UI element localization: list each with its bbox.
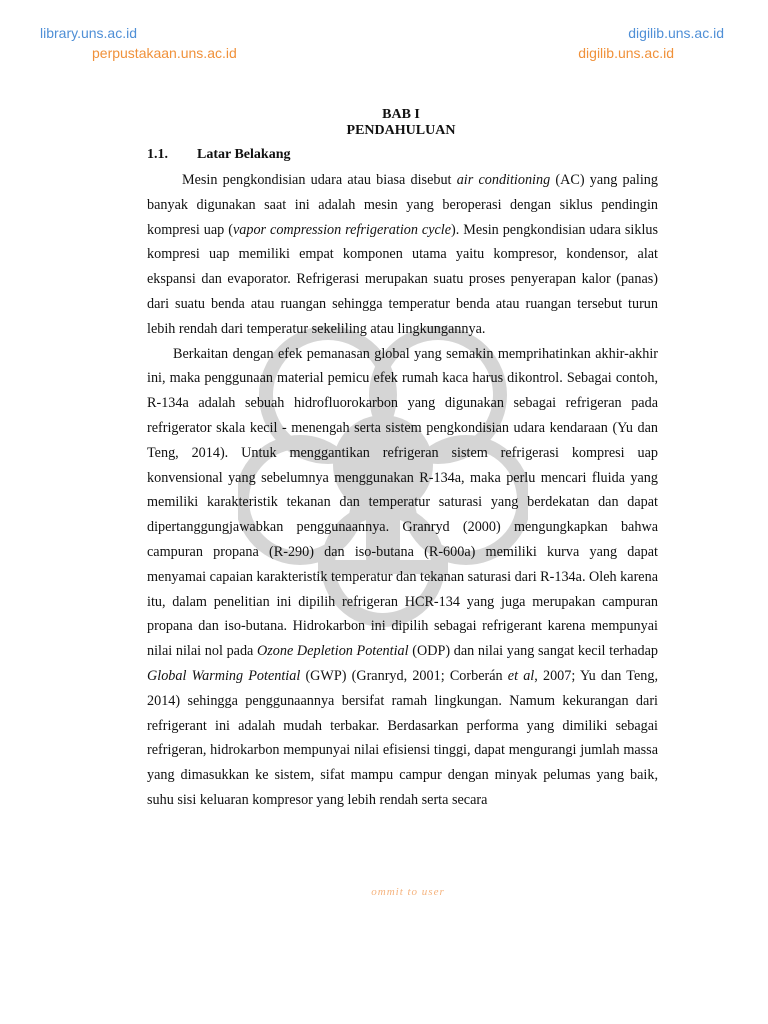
text-run: (ODP) dan nilai yang sangat kecil terhadap xyxy=(408,643,658,660)
text-run: Berkaitan dengan efek pemanasan global yang semakin memprihatinkan akhir-akhir ini, maka penggunaan material pemicu efek rumah kaca harus dikontrol. Sebagai contoh, R-134a adalah sebuah hidrofluorokarbon yang digunakan sebagai refrigeran pada refrigerator skala kecil - menengah serta sistem pengkondisian udara kendaraan (Yu dan Teng, 2014). Untuk menggantikan refrigeran sistem refrigerasi kompresi uap konvensional yang sebelumnya menggunakan R-134a, maka perlu mencari fluida yang memiliki karakteristik tekanan dan temperatur saturasi yang berdekatan dan dapat dipertanggungjawabkan penggunaannya. Granryd (2000) mengungkapkan bahwa campuran propana (R-290) dan iso-butana (R-600a) memiliki kurva yang dapat menyamai capaian karakteristik temperatur dan tekanan saturasi dari R-134a. Oleh karena itu, dalam penelitian ini dipilih refrigeran HCR-134 yang juga merupakan campuran propana dan iso-butana. Hidrokarbon ini dipilih sebagai refrigerant karena mempunyai nilai nilai nol pada xyxy=(147,345,658,660)
text-run: ). Mesin pengkondisian udara siklus kompresi uap memiliki empat komponen utama yaitu kompresor, kondensor, alat ekspansi dan evaporator. Refrigerasi merupakan suatu proses penyerapan kalor (panas) dari suatu benda atau ruangan sehingga temperatur benda atau ruangan tersebut turun lebih rendah dari temperatur sekeliling atau lingkungannya. xyxy=(147,221,659,337)
italic-term: Global Warming Potential xyxy=(147,667,301,684)
section-title: Latar Belakang xyxy=(197,147,291,162)
header-library-link[interactable]: library.uns.ac.id xyxy=(40,25,138,41)
italic-term: Ozone Depletion Potential xyxy=(257,643,409,660)
italic-term: air conditioning xyxy=(456,172,551,188)
chapter-title: PENDAHULUAN xyxy=(346,123,456,138)
text-run: (GWP) (Granryd, 2001; Corberán xyxy=(300,667,508,684)
section-number: 1.1. xyxy=(147,147,168,162)
footer-watermark-text: ommit to user xyxy=(371,886,445,898)
header-perpustakaan-link[interactable]: perpustakaan.uns.ac.id xyxy=(92,45,237,61)
italic-term: et al xyxy=(507,667,535,684)
paragraph-1 xyxy=(147,168,658,342)
section-heading xyxy=(147,147,290,163)
text-run: , 2007; Yu dan Teng, 2014) sehingga penggunaannya bersifat ramah lingkungan. Namum kekurangan dari refrigerant ini adalah mudah terbakar. Berdasarkan performa yang dimiliki sebagai refrigeran, hidrokarbon mempunyai nilai efisiensi tinggi, dapat mengurangi jumlah massa yang dimasukkan ke sistem, sifat mampu campur dengan minyak pelumas yang baik, suhu sisi keluaran kompresor yang lebih rendah serta secara xyxy=(147,667,658,808)
header-digilib-link[interactable]: digilib.uns.ac.id xyxy=(628,25,724,41)
italic-term: vapor compression refrigeration cycle xyxy=(232,221,452,238)
chapter-number: BAB I xyxy=(382,107,420,122)
text-run: (AC) yang paling banyak digunakan saat ini adalah mesin yang beroperasi dengan siklus pendingin kompresi uap ( xyxy=(147,172,658,238)
body-text xyxy=(147,168,658,813)
paragraph-2 xyxy=(147,342,658,813)
header-digilib-link-secondary[interactable]: digilib.uns.ac.id xyxy=(578,45,674,61)
text-run: Mesin pengkondisian udara atau biasa disebut xyxy=(182,172,457,188)
